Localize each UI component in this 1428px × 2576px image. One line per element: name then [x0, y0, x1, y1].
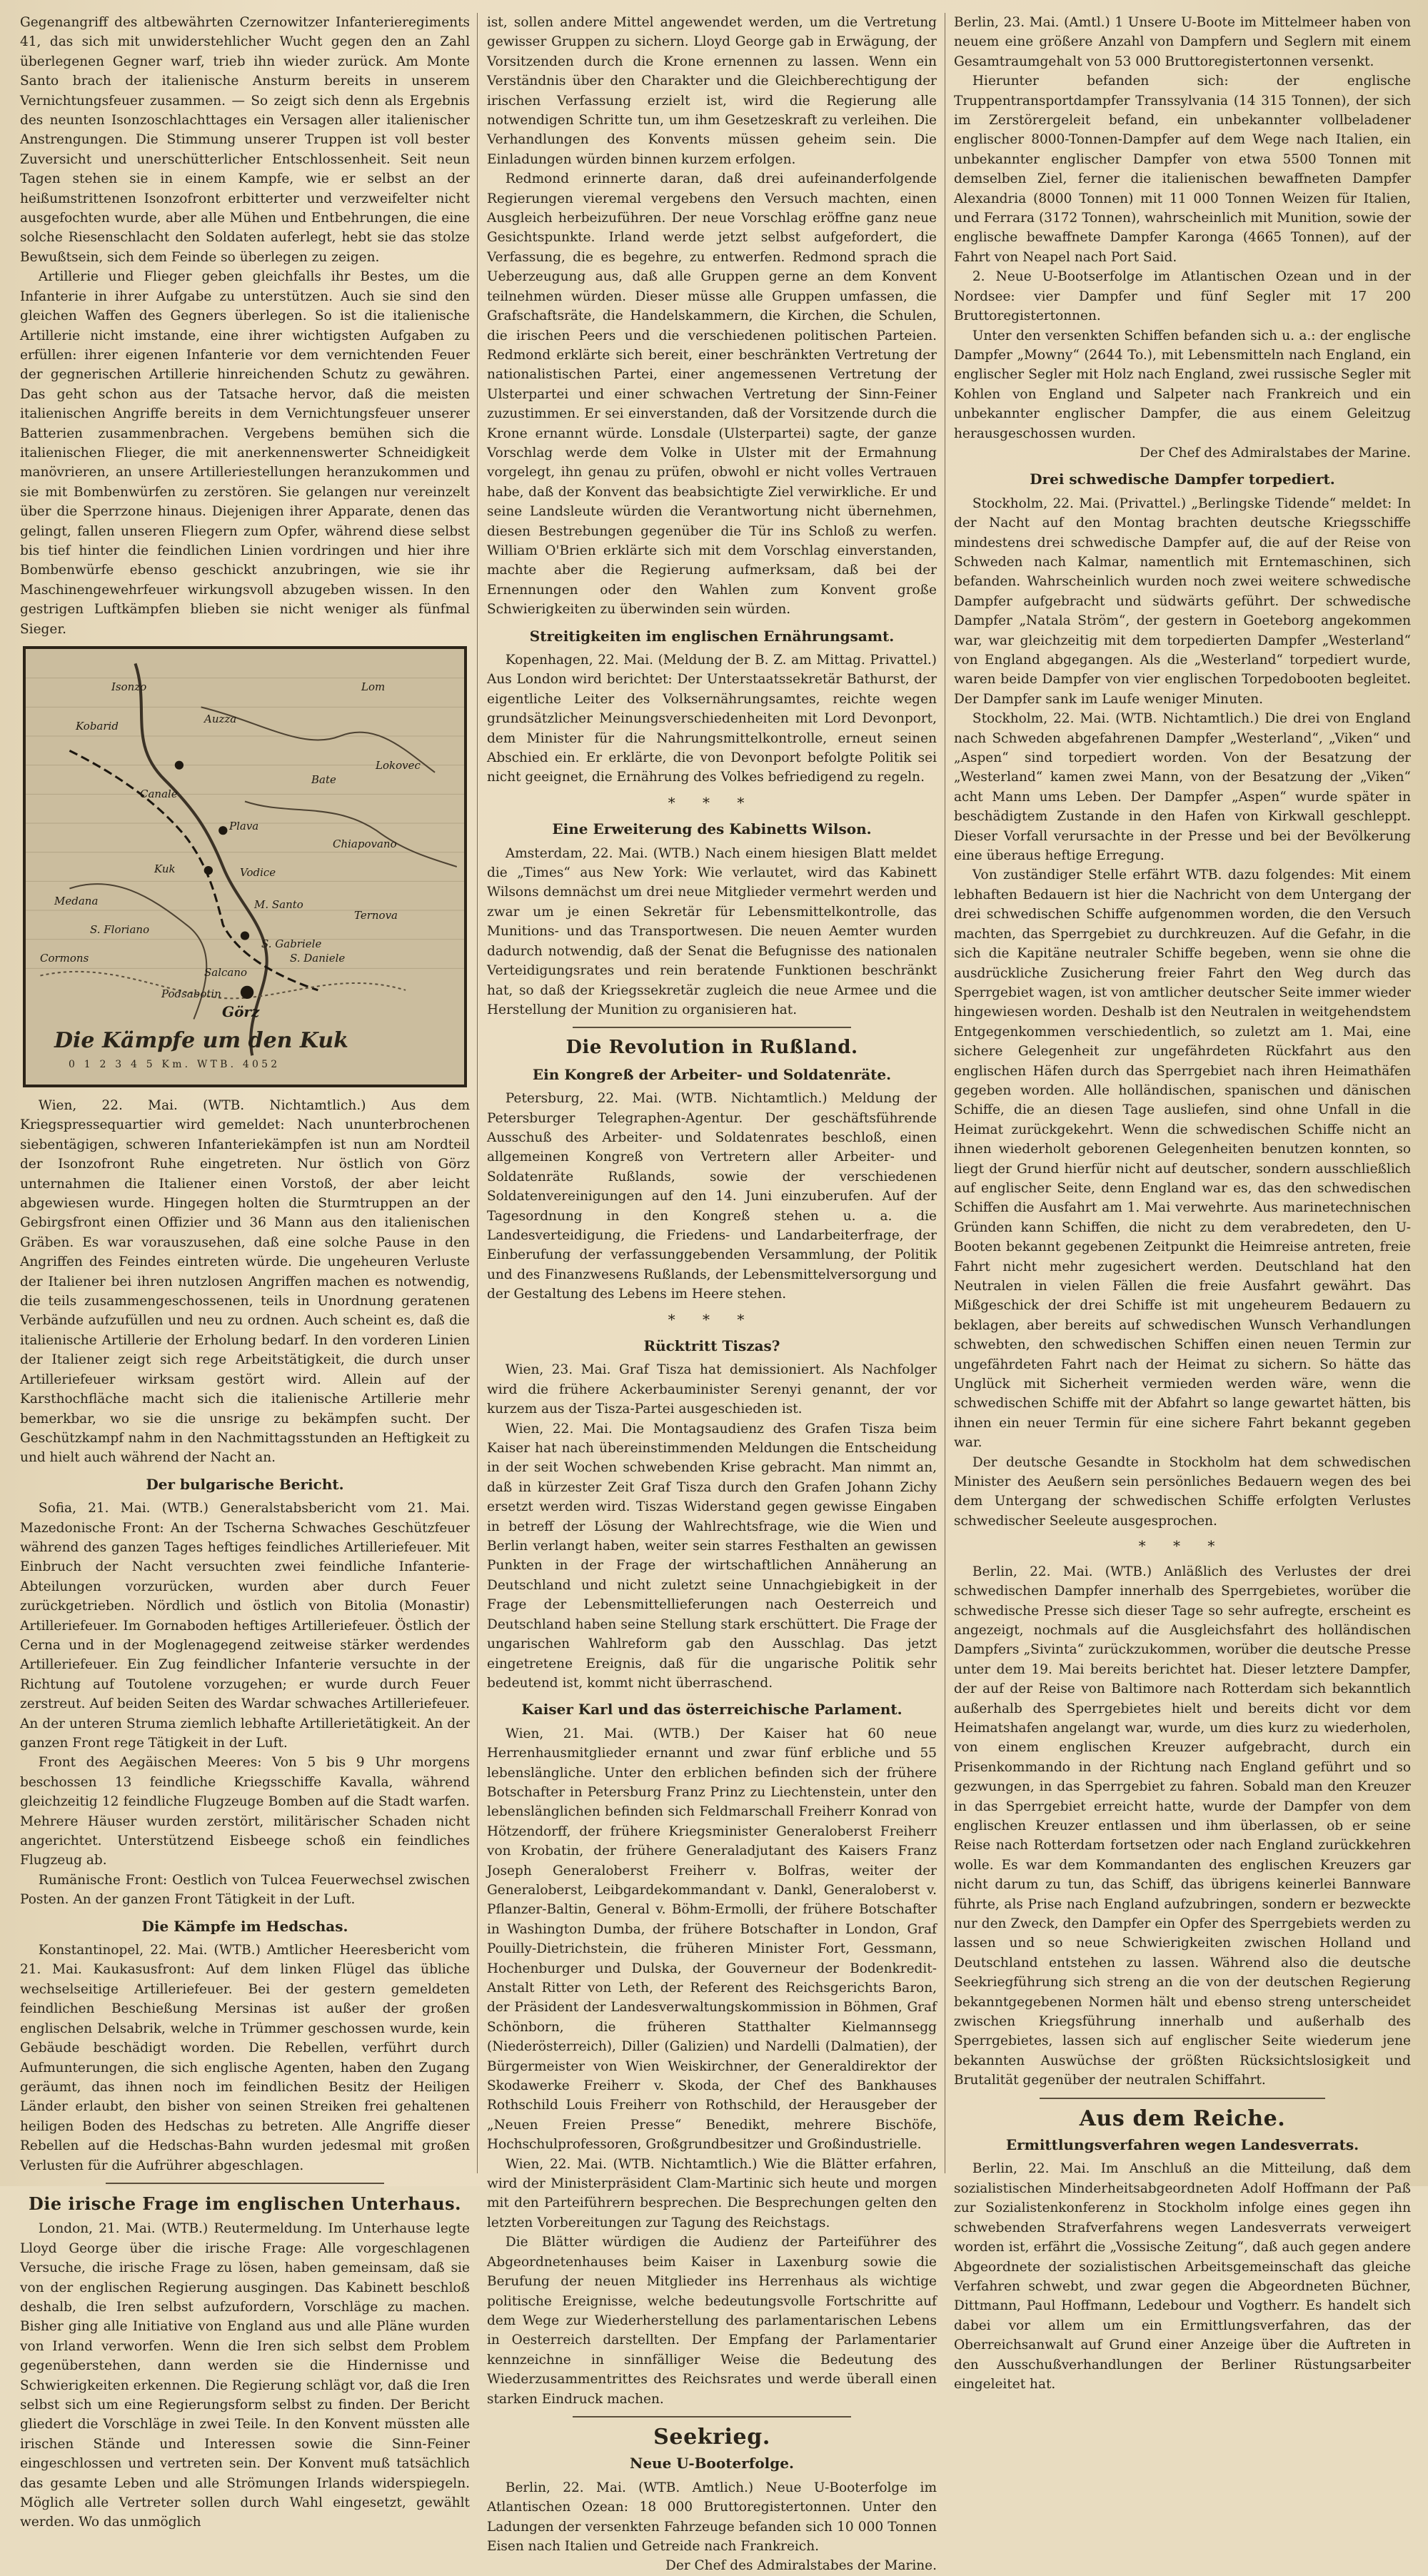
map-label: S. Daniele	[290, 952, 346, 965]
section-heading: Der bulgarische Bericht.	[146, 1475, 344, 1493]
article-paragraph: ist, sollen andere Mittel angewendet werden, um die Vertretung gewisser Gruppen zu sichern. Lloyd George gab in Erwägung, der Vorsitzenden durch die Krone ernennen zu lassen. Wenn ein Verständnis über den Charakter und die Gleichberechtigung der irischen Verfassung erzielt ist, wird die Regierung alle notwendigen Schritte tun, um ihm Gesetzeskraft zu verleihen. Die Verhandlungen des Konvents müssen geheim sein. Die Einladungen würden binnen kurzem erfolgen.	[487, 15, 937, 167]
map-label: Plava	[229, 820, 259, 832]
map-label: Lokovec	[376, 759, 421, 772]
map-label: Kuk	[154, 862, 176, 875]
article-paragraph: Wien, 22. Mai. (WTB. Nichtamtlich.) Wie die Blätter erfahren, wird der Ministerpräsident Clam-Martinic sich heute und morgen mit den Parteiführern besprechen. Die Besprechungen gelten den letzten Vorbereitungen zur Tagung des Reichstags.	[487, 2156, 937, 2230]
map-label: Bate	[311, 773, 336, 786]
article-paragraph: Petersburg, 22. Mai. (WTB. Nichtamtlich.) Meldung der Petersburger Telegraphen-Agentur. Der geschäftsführende Ausschuß des Arbeiter- und Soldatenrates beschloß, einen allgemeinen Kongreß von Vertretern aller Arbeiter- und Soldatenräte Rußlands, sowie der verschiedenen Soldatenvereinigungen auf den 14. Juni einzuberufen. Auf der Tagesordnung in den Kongreß stehen u. a. die Landesverteidigung, die Friedens- und Landarbeiterfrage, der Einberufung der verfassunggebenden Versammlung, der Politik und des Finanzwesens Rußlands, der Lebensmittelversorgung und der Gestaltung des Lebens im Heere stehen.	[487, 1091, 937, 1302]
section-subheading: Ein Kongreß der Arbeiter- und Soldatenräte.	[532, 1065, 892, 1083]
article-paragraph: Amsterdam, 22. Mai. (WTB.) Nach einem hiesigen Blatt meldet die „Times“ aus New York: Wie verlautet, wird das Kabinett Wilsons demnächst um drei neue Mitglieder vermehrt werden und zwar um je einen Sekretär für Lebensmittelkontrolle, das Munitions- und das Transportwesen. Die neuen Aemter wurden dadurch notwendig, daß der Senat die Befugnisse des nationalen Verteidigungsrates und rein beratende Funktionen beschränkt hat, so daß der Kriegssekretär zugleich die neue Armee und die Herstellung der Munition zu organisieren hat.	[487, 845, 937, 1017]
divider-stars: * * *	[1138, 1537, 1227, 1555]
map-label: Isonzo	[111, 680, 147, 693]
divider	[1040, 2098, 1325, 2099]
article-paragraph: Berlin, 22. Mai. (WTB.) Anläßlich des Verlustes der drei schwedischen Dampfer innerhalb des Sperrgebietes, worüber die schwedische Presse sich dieser Tage so sehr aufregte, erscheint es angezeigt, nochmals auf die Ausgleichsfahrt des holländischen Dampfers „Sivinta“ zurückzukommen, worüber die deutsche Presse unter dem 19. Mai bereits berichtet hat. Dieser letztere Dampfer, der auf der Reise von Baltimore nach Rotterdam sich bekanntlich außerhalb des Sperrgebietes hielt und bereits dicht vor dem Heimatshafen angelangt war, wurde, um dies kurz zu wiederholen, von einem englischen Kreuzer aufgebracht, durch ein Prisenkommando in der Richtung nach England geführt und so gezwungen, in das Sperrgebiet zu fahren. Sobald man den Kreuzer in das Sperrgebiet erreicht hatte, wurde der Dampfer von dem englischen Kreuzer entlassen und ihm überlassen, ob er seine Reise nach Rotterdam fortsetzen oder nach England zurückkehren wolle. Es war dem Kommandanten des englischen Kreuzers gar nicht darum zu tun, das Schiff, das übrigens keinerlei Bannware führte, als Prise nach England aufzubringen, sondern er bezweckte nur den Zweck, den Dampfer ein Opfer des Sperrgebiets werden zu lassen und so neue Schwierigkeiten zwischen Holland und Deutschland entstehen zu lassen. Während also die deutsche Seekriegführung sich streng an die von der deutschen Regierung bekanntgegebenen Normen hält und ebenso streng unterscheidet zwischen Kriegsführung innerhalb und außerhalb des Sperrgebietes, lassen sich auf englischer Seite wiederum jene bekannten Auswüchse der größten Rücksichtslosigkeit und Brutalität gegenüber der neutralen Schiffahrt.	[954, 1564, 1411, 2088]
section-subheading: Ermittlungsverfahren wegen Landesverrats.	[1005, 2136, 1359, 2154]
article-paragraph: Berlin, 22. Mai. (WTB. Amtlich.) Neue U-Booterfolge im Atlantischen Ozean: 18 000 Bruttoregistertonnen. Unter den Ladungen der versenkten Fahrzeuge befanden sich 10 000 Tonnen Eisen nach Italien und Getreide nach Frankreich.	[487, 2480, 937, 2554]
article-paragraph: Konstantinopel, 22. Mai. (WTB.) Amtlicher Heeresbericht vom 21. Mai. Kaukasusfront: Auf dem linken Flügel das übliche wechselseitige Artilleriefeuer. Bei der gestern gemeldeten feindlichen Beschießung Mersinas ist außer der großen englischen Delsabrik, welche in Trümmer geschossen wurde, kein Gebäude beschädigt worden. Die Rebellen, verführt durch Aufmunterungen, die sich englische Agenten, haben den Zugang geräumt, das ihnen noch im feindlichen Besitz der Heiligen Länder erlaubt, den bisher von seinen Streiken frei gehaltenen heiligen Boden des Hedschas zu betreten. Alle Angriffe dieser Rebellen auf die Hedschas-Bahn wurden jedesmal mit großen Verlusten für die Aufrührer abgeschlagen.	[20, 1943, 470, 2173]
article-paragraph: Hierunter befanden sich: der englische Truppentransportdampfer Transsylvania (14 315 Tonnen), der sich im Zerstörergeleit befand, ein unbekannter vollbeladener englischer 8000-Tonnen-Dampfer auf dem Wege nach Italien, ein unbekannter englischer Dampfer von etwa 5500 Tonnen mit demselben Ziel, ferner die italienischen bewaffneten Dampfer Alexandria (8000 Tonnen) mit 11 000 Tonnen Weizen für Italien, und Ferrara (3172 Tonnen), wahrscheinlich mit Munition, sowie der englische bewaffnete Dampfer Karonga (4665 Tonnen), auf der Fahrt von Neapel nach Port Said.	[954, 74, 1411, 265]
signature: Der Chef des Admiralstabes der Marine.	[1140, 445, 1411, 461]
article-paragraph: Wien, 21. Mai. (WTB.) Der Kaiser hat 60 neue Herrenhausmitglieder ernannt und zwar fünf erbliche und 55 lebenslängliche. Unter den erblichen befinden sich der frühere Botschafter in Petersburg Franz Prinz zu Liechtenstein, unter den lebenslänglichen befinden sich Feldmarschall Freiherr Konrad von Hötzendorff, der frühere Kriegsminister Generaloberst Freiherr von Krobatin, der frühere Generaladjutant des Kaisers Franz Joseph Generaloberst Freiherr v. Bolfras, weiter der Generaloberst, Leibgardekommandant v. Dankl, Generaloberst v. Pflanzer-Baltin, General v. Böhm-Ermolli, der frühere Botschafter in Washington Dumba, der frühere Botschafter in London, Graf Pouilly-Dietrichstein, die früheren Minister Fort, Gessmann, Hochenburger und Dulska, der Gouverneur der Bodenkredit-Anstalt Ritter von Leth, der Referent des Reichsgerichts Baron, der Präsident der Landesverwaltungskommission in Böhmen, Graf Schönborn, die früheren Statthalter Kielmannsegg (Niederösterreich), Diller (Galizien) und Nardelli (Dalmatien), der Bürgermeister von Wien Weiskirchner, der Generaldirektor der Skodawerke Freiherr v. Skoda, der Chef des Bankhauses Rothschild Louis Freiherr von Rothschild, der Herausgeber der „Neuen Freien Presse“ Benedikt, mehrere Bischöfe, Hochschulprofessoren, Großgrundbesitzer und Großindustrielle.	[487, 1726, 937, 2153]
article-paragraph: Rumänische Front: Oestlich von Tulcea Feuerwechsel zwischen Posten. An der ganzen Front Tätigkeit in der Luft.	[20, 1872, 470, 1908]
map-label: S. Gabriele	[261, 937, 322, 950]
article-paragraph: Stockholm, 22. Mai. (WTB. Nichtamtlich.) Die drei von England nach Schweden abgefahrenen Dampfer „Westerland“, „Viken“ und „Aspen“ sind torpediert worden. Von der Besatzung der „Westerland“ kamen zwei Mann, von der Besatzung der „Viken“ acht Mann ums Leben. Der Dampfer „Aspen“ wurde später in beschädigtem Zustande in den Hafen von Kirkwall geschleppt. Dieser Vorfall verursachte in der Presse und bei der Bevölkerung eine überaus heftige Erregung.	[954, 711, 1411, 864]
map-label: Canale	[140, 788, 178, 800]
column-3	[954, 13, 1411, 2392]
article-paragraph: London, 21. Mai. (WTB.) Reutermeldung. Im Unterhause legte Lloyd George über die irische Frage: Alle vorgeschlagenen Versuche, die irische Frage zu lösen, haben gemeinsam, daß sie von der englischen Regierung ausgingen. Das Kabinett beschloß deshalb, die Iren selbst aufzufordern, Vorschläge zu machen. Bisher ging alle Initiative von England aus und alle Pläne wurden von Irland verworfen. Wenn die Iren sich selbst dem Problem gegenüberstehen, dann werden sie die Hindernisse und Schwierigkeiten erkennen. Die Regierung schlägt vor, daß die Iren selbst sich um eine Regierungsform selbst zu finden. Der Bericht gliedert die Vorschläge in zwei Teile. In den Konvent müssten alle irischen Stände und Interessen sowie die Sinn-Feiner eingeschlossen und vertreten sein. Der Konvent muß tatsächlich das gesamte Leben und alle Strömungen Irlands widerspiegeln. Möglich alle Vertreter sollen durch Wahl eingesetzt, gewählt werden. Wo das unmöglich	[20, 2221, 470, 2530]
map-label: Salcano	[204, 966, 248, 979]
signature: Der Chef des Admiralstabes der Marine.	[665, 2558, 937, 2574]
map-label: Medana	[54, 895, 99, 907]
town-marker	[241, 986, 253, 999]
section-heading: Die irische Frage im englischen Unterhaus.	[29, 2193, 461, 2214]
article-paragraph: Die Blätter würdigen die Audienz der Parteiführer des Abgeordnetenhauses beim Kaiser in Laxenburg sowie die Berufung der neuen Mitglieder ins Herrenhaus als wichtige politische Ereignisse, welche bedeutungsvolle Fortschritte auf dem Wege zur Wiederherstellung des parlamentarischen Lebens in Oesterreich darstellten. Der Empfang der Parlamentarier kennzeichne in sinnfälliger Weise die Bedeutung des Wiederzusammentrittes des Reichsrates und werde überall einen starken Eindruck machen.	[487, 2235, 937, 2407]
map-label: Podsabotin	[161, 987, 221, 1000]
section-heading: Aus dem Reiche.	[1079, 2105, 1286, 2131]
divider	[106, 2183, 384, 2184]
article-paragraph: Gegenangriff des altbewährten Czernowitzer Infanterieregiments 41, das sich mit unwiderstehlicher Wucht gegen den an Zahl überlegenen Gegner warf, trieb ihn wieder zurück. Am Monte Santo brach der italienische Ansturm bereits in unserem Vernichtungsfeuer zusammen. — So zeigt sich denn als Ergebnis des neunten Isonzoschlachttages ein Versagen aller italienischer Anstrengungen. Die Stimmung unserer Truppen ist voll bester Zuversicht und unerschütterlicher Entschlossenheit. Seit neun Tagen stehen sie in einem Kampfe, wie er selbst an der heißumstrittenen Isonzofront erbitterter und verzweifelter nicht ausgefochten wurde, aber alle Mühen und Entbehrungen, die eine solche Riesenschlacht den Soldaten auferlegt, hebt sie das stolze Bewußtsein, sich dem Feinde so überlegen zu zeigen.	[20, 15, 470, 265]
map-label: Chiapovano	[333, 837, 397, 850]
divider	[573, 1027, 851, 1028]
article-paragraph: Unter den versenkten Schiffen befanden sich u. a.: der englische Dampfer „Mowny“ (2644 To.), mit Lebensmitteln nach England, ein englischer Segler mit Holz nach England, zwei russische Segler mit Kohlen von England und Salpeter nach Frankreich und ein unbekannter englischer Dampfer, die aus einem Geleitzug herausgeschossen wurden.	[954, 328, 1411, 441]
section-heading: Rücktritt Tiszas?	[643, 1337, 780, 1354]
section-heading: Die Revolution in Rußland.	[565, 1037, 858, 1059]
town-marker	[218, 826, 227, 835]
divider-stars: * * *	[668, 1310, 756, 1328]
map-label: Auzza	[204, 713, 237, 725]
divider-stars: * * *	[668, 793, 756, 811]
article-paragraph: Stockholm, 22. Mai. (Privattel.) „Berlingske Tidende“ meldet: In der Nacht auf den Montag brachten deutsche Kriegsschiffe mindestens drei schwedische Dampfer auf, die auf der Reise von Schweden nach Kalmar, namentlich mit Erntemaschinen, sich befanden. Wahrscheinlich wurden noch zwei weitere schwedische Dampfer aufgebracht und südwärts geführt. Der schwedische Dampfer „Natala Ström“, der gestern in Goeteborg angekommen war, war gleichzeitig mit dem torpedierten Dampfer „Westerland“ von England abgegangen. Als die „Westerland“ torpediert wurde, waren beide Dampfer von vier englischen Torpedobooten begleitet. Der Dampfer sank im Laufe weniger Minuten.	[954, 495, 1411, 707]
section-heading: Drei schwedische Dampfer torpediert.	[1030, 471, 1335, 488]
map-scale: 0 1 2 3 4 5 Km. WTB. 4052	[69, 1058, 281, 1070]
map-label: Kobarid	[76, 720, 119, 733]
section-heading: Seekrieg.	[653, 2424, 770, 2450]
article-paragraph: Artillerie und Flieger geben gleichfalls ihr Bestes, um die Infanterie in ihrer Aufgabe zu unterstützen. Auch sie sind den gleichen Waffen des Gegners überlegen. So ist die italienische Artillerie nicht imstande, eine ihrer wichtigsten Aufgaben zu erfüllen: ihrer eigenen Infanterie vor dem vernichtenden Feuer der gegnerischen Artillerie hinreichenden Schutz zu gewähren. Das geht schon aus der Tatsache hervor, daß die meisten italienischen Angriffe bereits in dem Vernichtungsfeuer unserer Batterien zusammenbrachen. Vergebens bemühen sich die italienischen Flieger, die mit anerkennenswerter Schneidigkeit manövrieren, an unsere Artilleriestellungen heranzukommen und sie mit Bombenwürfen zu zerstören. Sie gelangen nur vereinzelt über die Sperrzone hinaus. Diejenigen ihrer Apparate, denen das gelingt, fallen unseren Fliegern zum Opfer, während diese selbst bis tief hinter die feindlichen Linien vordringen und hier ihre Bombenwürfe ebenso geschickt anzubringen, wie sie ihr Maschinengewehrfeuer wirkungsvoll abzugeben wissen. In den gestrigen Luftkämpfen blieben sie nicht weniger als fünfmal Sieger.	[20, 269, 470, 637]
section-heading: Eine Erweiterung des Kabinetts Wilson.	[552, 820, 872, 838]
battle-map-figure	[23, 646, 467, 1087]
article-paragraph: 2. Neue U-Bootserfolge im Atlantischen Ozean und in der Nordsee: vier Dampfer und fünf Segler mit 17 200 Bruttoregistertonnen.	[954, 269, 1411, 324]
town-marker	[204, 866, 213, 875]
map-label: Cormons	[40, 952, 89, 965]
map-label: Lom	[361, 680, 386, 693]
article-paragraph: Berlin, 22. Mai. Im Anschluß an die Mitteilung, daß dem sozialistischen Minderheitsabgeordneten Adolf Hoffmann der Paß zur Sozialistenkonferenz in Stockholm infolge eines gegen ihn schwebenden Strafverfahrens wegen Landesverrats verweigert worden ist, erfährt die „Vossische Zeitung“, daß auch gegen andere Abgeordnete der sozialistischen Arbeitsgemeinschaft das gleiche Verfahren schwebt, und zwar gegen die Abgeordneten Büchner, Dittmann, Paul Hoffmann, Ledebour und Vogtherr. Es handelt sich dabei vor allem um ein Ermittlungsverfahren, das der Oberreichsanwalt auf Grund einer Anzeige über die Auftreten in den Ausschußverhandlungen der Berliner Rüstungsarbeiter eingeleitet hat.	[954, 2161, 1411, 2392]
map-label: Görz	[222, 1003, 260, 1020]
article-paragraph: Wien, 23. Mai. Graf Tisza hat demissioniert. Als Nachfolger wird die frühere Ackerbauminister Serenyi genannt, der vor kurzem aus der Tisza-Partei ausgeschieden ist.	[487, 1362, 937, 1417]
article-paragraph: Wien, 22. Mai. (WTB. Nichtamtlich.) Aus dem Kriegspressequartier wird gemeldet: Nach ununterbrochenen siebentägigen, schweren Infanteriekämpfen ist nun am Nordteil der Isonzofront Ruhe eingetreten. Nur östlich von Görz unternahmen die Italiener einen Vorstoß, der aber leicht abgewiesen wurde. Hingegen holten die Sturmtruppen an der Gebirgsfront einen Offizier und 36 Mann aus den italienischen Gräben. Es war vorauszusehen, daß eine solche Pause in den Angriffen des Feindes eintreten würde. Die ungeheuren Verluste der Italiener bei ihren nutzlosen Angriffen machen es notwendig, die teils zusammengeschossenen, teils in Unordnung geratenen Verbände aufzufüllen und neu zu ordnen. Auch scheint es, daß die italienische Artillerie der Erholung bedarf. In den vorderen Linien der Italiener zeigt sich rege Arbeitstätigkeit, die durch unser Artilleriefeuer wirksam gestört wird. Allein auf der Karsthochfläche macht sich die italienische Artillerie mehr bemerkbar, wo sie die unsrige zu bekämpfen sucht. Der Geschützkampf nahm in den Nachmittagsstunden an Heftigkeit zu und hielt auch während der Nacht an.	[20, 1098, 470, 1466]
column-2	[487, 13, 937, 2574]
map-label: Ternova	[354, 909, 398, 922]
article-paragraph: Sofia, 21. Mai. (WTB.) Generalstabsbericht vom 21. Mai. Mazedonische Front: An der Tscherna Schwaches Geschützfeuer während des ganzen Tages heftiges feindliches Artilleriefeuer. Mit Einbruch der Nacht versuchten zwei feindliche Infanterie-Abteilungen vorzurücken, wurden aber durch Feuer zurückgetrieben. Nördlich und östlich von Bitolia (Monastir) Artilleriefeuer. Im Gornaboden heftiges Artilleriefeuer. Östlich der Cerna und in der Moglenagegend zeitweise stärker werdendes Artilleriefeuer. Ein Zug feindlicher Infanterie versuchte in der Richtung auf Toutolene vorzugehen; er wurde durch Feuer zerstreut. Auf beiden Seiten des Wardar schwaches Artilleriefeuer. An der unteren Struma ziemlich lebhafte Artillerietätigkeit. An der ganzen Front rege Tätigkeit in der Luft.	[20, 1501, 470, 1751]
section-heading: Kaiser Karl und das österreichische Parlament.	[521, 1701, 902, 1719]
article-paragraph: Wien, 22. Mai. Die Montagsaudienz des Grafen Tisza beim Kaiser hat nach übereinstimmenden Meldungen die Entscheidung in der seit Wochen schwebenden Krise gebracht. Man nimmt an, daß in kürzester Zeit Graf Tisza durch den Grafen Johann Zichy ersetzt werden wird. Tiszas Widerstand gegen gewisse Eingaben in betreff der Lösung der Wahlrechtsfrage, wie die Wien und Berlin verlangt haben, weiter sein starres Festhalten an gewissen Punkten in der Frage der wirtschaftlichen Annäherung an Deutschland und nicht zuletzt seine Unnachgiebigkeit in der Frage der Lebensmittellieferungen nach Oesterreich und Deutschland haben seine Stellung stark erschüttert. Die Frage der ungarischen Wahlreform gab den Ausschlag. Das jetzt eingetretene Ereignis, daß für die ungarische Politik sehr bedeutend ist, kommt nicht überraschend.	[487, 1421, 937, 1691]
town-marker	[175, 761, 183, 770]
article-paragraph: Redmond erinnerte daran, daß drei aufeinanderfolgende Regierungen vieremal vergebens den Versuch machten, einen Ausgleich herbeizuführen. Der neue Vorschlag eröffne ganz neue Gesichtspunkte. Irland werde jetzt selbst aufgefordert, die Verfassung, die es begehre, zu entwerfen. Redmond sprach die Ueberzeugung aus, daß alle Gruppen gerne an dem Konvent teilnehmen würden. Dieser müsse alle Gruppen umfassen, die Grafschaftsräte, die Handelskammern, die Kirchen, die Schulen, die irischen Peers und die verschiedenen politischen Parteien. Redmond erklärte sich bereit, einer beschränkten Vertretung der nationalistischen Partei, einer angemessenen Vertretung der Ulsterpartei und einer schwachen Vertretung der Sinn-Feiner zuzustimmen. Er sei einverstanden, daß der Vorsitzende durch die Krone ernannt würde. Lonsdale (Ulsterpartei) sagte, der ganze Vorschlag werde dem Volke in Ulster mit der Ermahnung vorgelegt, ihn genau zu prüfen, obwohl er nicht volles Vertrauen habe, daß der Konvent das beabsichtigte Ziel verwirkliche. Er und seine Landsleute würden die Verantwortung nicht übernehmen, diesen Bestrebungen gegenüber die Tür ins Schloß zu werfen. William O'Brien erklärte sich mit dem Vorschlag einverstanden, machte aber die Regierung aufmerksam, daß bei der Ernennungen oder den Wahlen zum Konvent große Schwierigkeiten zu überwinden sein würden.	[487, 171, 937, 618]
section-heading: Streitigkeiten im englischen Ernährungsamt.	[529, 627, 895, 645]
divider	[573, 2416, 851, 2417]
article-paragraph: Front des Aegäischen Meeres: Von 5 bis 9 Uhr morgens beschossen 13 feindliche Kriegsschiffe Kavalla, während gleichzeitig 12 feindliche Flugzeuge Bomben auf die Stadt warfen. Mehrere Häuser wurden zerstört, militärischer Schaden nicht angerichtet. Unterstützend Eisbeege schoß ein feindliches Flugzeug ab.	[20, 1755, 470, 1868]
article-paragraph: Berlin, 23. Mai. (Amtl.) 1 Unsere U-Boote im Mittelmeer haben von neuem eine größere Anzahl von Dampfern und Seglern mit einem Gesamtraumgehalt von 53 000 Bruttoregistertonnen versenkt.	[954, 15, 1411, 69]
section-heading: Die Kämpfe im Hedschas.	[141, 1917, 348, 1935]
map-title: Die Kämpfe um den Kuk	[54, 1027, 348, 1053]
article-paragraph: Kopenhagen, 22. Mai. (Meldung der B. Z. am Mittag. Privattel.) Aus London wird berichtet: Der Unterstaatssekretär Bathurst, der eigentliche Leiter des Volksernährungsamtes, reichte wegen grundsätzlicher Meinungsverschiedenheiten mit Lord Devonport, dem Minister für die Nahrungsmittelkontrolle, erneut seinen Abschied ein. Er erklärte, die von Devonport befolgte Politik sei nicht geeignet, die Ernährung des Volkes befriedigend zu regeln.	[487, 653, 937, 785]
section-subheading: Neue U-Booterfolge.	[630, 2455, 794, 2472]
article-paragraph: Der deutsche Gesandte in Stockholm hat dem schwedischen Minister des Aeußern sein persönliches Bedauern wegen des bei dem Untergang der schwedischen Schiffe erfolgten Verlustes schwedischer Seeleute ausgesprochen.	[954, 1454, 1411, 1529]
town-marker	[241, 931, 249, 940]
column-rule	[477, 13, 478, 2173]
article-paragraph: Von zuständiger Stelle erfährt WTB. dazu folgendes: Mit einem lebhaften Bedauern ist hier die Nachricht von dem Untergang der drei schwedischen Schiffe aufgenommen worden, die den Versuch machten, das Sperrgebiet zu durchkreuzen. Auf die Gefahr, in die sich die Kapitäne neutraler Schiffe begeben, wenn sie ohne die ausdrückliche Zusicherung freier Fahrt den Weg durch das Sperrgebiet wagen, ist von amtlicher deutscher Seite immer wieder hingewiesen worden. Deshalb ist den Neutralen in weitgehendstem Entgegenkommen verschiedentlich, so zuletzt am 1. Mai, eine sichere Gelegenheit zur ungefährdeten Rückfahrt aus den englischen Häfen durch das Sperrgebiet nach ihren Heimathäfen gegeben worden. Alle holländischen, spanischen und dänischen Schiffe, die an diesen Tage ausliefen, sind ohne Unfall in die Heimat zurückgekehrt. Wenn die schwedischen Schiffe nicht an ihnen wiederholt geborenen Gelegenheiten benutzen konnten, so liegt der Grund hierfür nicht auf deutscher, sondern ausschließlich auf englischer Seite, denn England war es, das den schwedischen Schiffen die Ausfahrt am 1. Mai verwehrte. Aus marinetechnischen Gründen kann Schiffen, die nicht zu dem verabredeten, den U-Booten bekannt gegebenen Zeitpunkt die Heimreise antreten, freie Fahrt nicht mehr zugesichert werden. Deutschland hat den Neutralen in vielen Fällen die freie Ausfahrt gewährt. Das Mißgeschick der drei Schiffe ist mit ungeheurem Bedauern zu beklagen, aber bereits auf schwedischen Wunsch Verhandlungen schwebten, den schwedischen Schiffen einen neuen Termin zur ungefährdeten Fahrt nach der Heimat zu sichern. So hätte das Unglück mit Sicherheit vermieden werden wäre, wenn die schwedischen Schiffe mit der Abfahrt so lange gewartet hätten, bis ihnen ein neuer Termin für eine sichere Fahrt bekannt gegeben war.	[954, 867, 1411, 1451]
map-label: M. Santo	[254, 898, 303, 911]
map-label: Vodice	[240, 866, 276, 879]
map-label: S. Floriano	[90, 923, 150, 936]
column-1	[20, 13, 470, 2530]
